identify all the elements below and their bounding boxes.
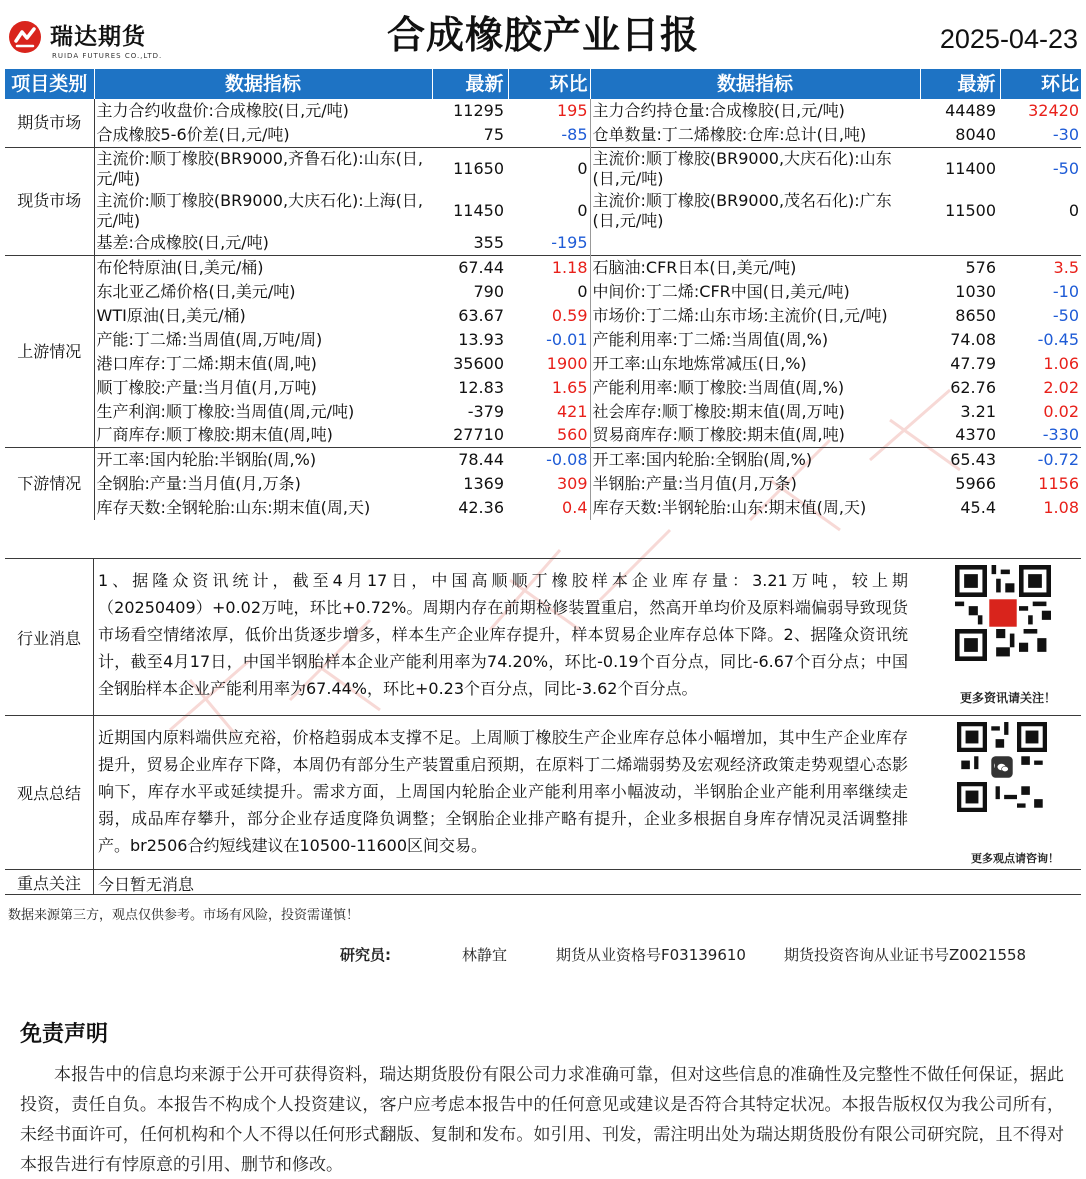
change-right: 2.02 [1043, 377, 1079, 397]
latest-right: 65.43 [920, 448, 1000, 472]
indicator-left: 生产利润:顺丁橡胶:当周值(周,元/吨) [96, 401, 355, 421]
table-body [5, 99, 1081, 520]
latest-left: 78.44 [432, 448, 508, 472]
latest-left: -379 [467, 401, 504, 421]
indicator-left: 东北亚乙烯价格(日,美元/吨) [96, 281, 296, 301]
indicator-right: 主力合约持仓量:合成橡胶(日,元/吨) [592, 101, 845, 120]
researcher-cert-qualification: 期货从业资格号F03139610 [556, 946, 746, 964]
indicator-right: 仓单数量:丁二烯橡胶:仓库:总计(日,吨) [592, 124, 867, 144]
indicator-left: 全钢胎:产量:当月值(月,万条) [96, 473, 301, 493]
indicator-left: 产能:丁二烯:当周值(周,万吨/周) [96, 329, 323, 349]
indicator-right: 开工率:国内轮胎:全钢胎(周,%) [590, 448, 920, 472]
change-left: -0.01 [508, 328, 590, 352]
change-right: 0 [1068, 200, 1079, 220]
latest-right: 47.79 [950, 353, 996, 373]
change-left: 0.59 [508, 304, 590, 328]
latest-right: 11400 [920, 147, 1000, 190]
researcher-name: 林静宜 [462, 946, 508, 964]
qr-code-icon [955, 565, 1051, 661]
change-right: 1.08 [1043, 497, 1079, 517]
summary-text: 近期国内原料端供应充裕，价格趋弱成本支撑不足。上周顺丁橡胶生产企业库存总体小幅增加，其中生产企业库存提升，贸易企业库存下降，本周仍有部分生产装置重启预期，在原料丁二烯端弱势及宏观经济政策走势观望心态影响下，库存水平或延续提升。需求方面，上周国内轮胎企业产能利用率小幅波动，半钢胎企业产能利用率继续走弱，成品库存攀升，部分企业存适度降负调整；全钢胎企业排产略有提升，企业多根据自身库存情况灵活调整排产。br2506合约短线建议在10500-11600区间交易。 [98, 728, 908, 855]
news-section [5, 558, 1081, 715]
latest-left: 355 [473, 233, 504, 253]
table-row [5, 328, 1081, 352]
indicator-left: 主力合约收盘价:合成橡胶(日,元/吨) [96, 101, 349, 120]
indicator-left: 厂商库存:顺丁橡胶:期末值(周,吨) [96, 425, 333, 445]
change-left: 1900 [508, 352, 590, 376]
latest-right: 3.21 [960, 401, 996, 421]
table-row [5, 400, 1081, 424]
latest-right: 576 [920, 256, 1000, 280]
indicator-right: 市场价:丁二烯:山东市场:主流价(日,元/吨) [592, 305, 888, 325]
header-indicator-left: 数据指标 [94, 69, 432, 99]
latest-right: 74.08 [950, 329, 996, 349]
header-category: 项目类别 [5, 69, 94, 99]
change-left: 421 [508, 400, 590, 424]
latest-right: 5966 [955, 473, 996, 493]
news-text: 1、据隆众资讯统计，截至4月17日，中国高顺顺丁橡胶样本企业库存量：3.21万吨，较上期（20250409）+0.02万吨，环比+0.72%。周期内存在前期检修装置重启，然高开单均价及原料端偏弱导致现货市场看空情绪浓厚，低价出货逐步增多，样本生产企业库存提升，样本贸易企业库存总体下降。2、据隆众资讯统计，截至4月17日，中国半钢胎样本企业产能利用率为74.20%，环比-0.19个百分点，同比-6.67个百分点；中国全钢胎样本企业产能利用率为67.44%，环比+0.23个百分点，同比-3.62个百分点。 [98, 571, 908, 698]
report-title: 合成橡胶产业日报 [386, 13, 699, 57]
change-left: 309 [508, 472, 590, 496]
data-source-note: 数据来源第三方，观点仅供参考。市场有风险，投资需谨慎！ [8, 908, 360, 923]
change-right: -10 [1052, 281, 1079, 301]
indicator-left: 顺丁橡胶:产量:当月值(月,万吨) [96, 377, 317, 397]
change-right: -50 [1052, 305, 1079, 325]
indicator-right: 半钢胎:产量:当月值(月,万条) [592, 473, 797, 493]
latest-left: 11650 [432, 147, 508, 190]
header-indicator-right: 数据指标 [590, 69, 920, 99]
category-cell: 上游情况 [5, 256, 94, 448]
change-left: 0 [508, 147, 590, 190]
indicator-left: 开工率:国内轮胎:半钢胎(周,%) [94, 448, 432, 472]
table-row [5, 99, 1081, 123]
indicator-left: WTI原油(日,美元/桶) [96, 305, 246, 325]
indicator-right: 产能利用率:丁二烯:当周值(周,%) [592, 329, 829, 349]
change-right: 32420 [1028, 101, 1079, 120]
report-header [0, 0, 1086, 68]
table-row [5, 256, 1081, 280]
indicator-left: 基差:合成橡胶(日,元/吨) [96, 233, 269, 253]
change-left: 1.65 [508, 376, 590, 400]
table-row [5, 190, 1081, 232]
table-row [5, 496, 1081, 520]
latest-left: 12.83 [458, 377, 504, 397]
indicator-right: 贸易商库存:顺丁橡胶:期末值(周,吨) [592, 425, 845, 445]
table-row [5, 424, 1081, 448]
indicator-right: 产能利用率:顺丁橡胶:当周值(周,%) [592, 377, 845, 397]
indicator-right: 库存天数:半钢轮胎:山东:期末值(周,天) [592, 497, 867, 517]
table-header-row [5, 69, 1081, 99]
indicator-left: 港口库存:丁二烯:期末值(周,吨) [96, 353, 317, 373]
table-row [5, 232, 1081, 256]
change-right: 1.06 [1043, 353, 1079, 373]
disclaimer-text: 本报告中的信息均来源于公开可获得资料，瑞达期货股份有限公司力求准确可靠，但对这些信息的准确性及完整性不做任何保证，据此投资，责任自负。本报告不构成个人投资建议，客户应考虑本报告中的任何意见或建议是否符合其特定状况。本报告版权仅为我公司所有，未经书面许可，任何机构和个人不得以任何形式翻版、复制和发布。如引用、刊发，需注明出处为瑞达期货股份有限公司研究院，且不得对本报告进行有悖原意的引用、删节和修改。 [20, 1065, 1064, 1175]
latest-right: 44489 [945, 101, 996, 120]
focus-category: 重点关注 [5, 870, 94, 894]
news-category: 行业消息 [5, 559, 94, 715]
indicator-table [5, 69, 1081, 520]
latest-right: 11500 [945, 200, 996, 220]
change-left: 560 [508, 424, 590, 448]
latest-left: 11450 [453, 200, 504, 220]
latest-right: 8650 [955, 305, 996, 325]
indicator-left: 布伦特原油(日,美元/桶) [94, 256, 432, 280]
logo-text-en: RUIDA FUTURES CO.,LTD. [52, 52, 163, 60]
indicator-right: 开工率:山东地炼常减压(日,%) [592, 353, 807, 373]
indicator-right: 主流价:顺丁橡胶(BR9000,大庆石化):山东(日,元/吨) [590, 147, 920, 190]
latest-left: 63.67 [458, 305, 504, 325]
latest-left: 75 [483, 124, 504, 144]
focus-text: 今日暂无消息 [98, 875, 195, 894]
change-right: 3.5 [1000, 256, 1081, 280]
indicator-right: 石脑油:CFR日本(日,美元/吨) [590, 256, 920, 280]
category-cell: 下游情况 [5, 448, 94, 520]
latest-right: 8040 [955, 124, 996, 144]
table-row [5, 147, 1081, 190]
change-left: 0.4 [508, 496, 590, 520]
header-latest-right: 最新 [920, 69, 1000, 99]
disclaimer-title: 免责声明 [20, 1022, 109, 1047]
latest-left: 1369 [463, 473, 504, 493]
change-right: -30 [1052, 124, 1079, 144]
focus-section [5, 869, 1081, 895]
change-right: -330 [1042, 425, 1079, 445]
latest-left: 27710 [453, 425, 504, 445]
change-left: 0 [508, 280, 590, 304]
change-left: 1.18 [508, 256, 590, 280]
table-row [5, 448, 1081, 472]
table-row [5, 123, 1081, 147]
indicator-right: 主流价:顺丁橡胶(BR9000,茂名石化):广东(日,元/吨) [592, 190, 892, 230]
researcher-label: 研究员: [340, 946, 391, 964]
change-right: -0.45 [1037, 329, 1079, 349]
change-left: -195 [508, 232, 590, 256]
indicator-left: 主流价:顺丁橡胶(BR9000,齐鲁石化):山东(日,元/吨) [94, 147, 432, 190]
latest-left: 11295 [453, 101, 504, 120]
latest-left: 67.44 [432, 256, 508, 280]
change-left: 195 [508, 99, 590, 123]
change-left: -85 [508, 123, 590, 147]
table-row [5, 304, 1081, 328]
logo-text-cn: 瑞达期货 [50, 24, 146, 50]
header-latest-left: 最新 [432, 69, 508, 99]
change-left: -0.08 [508, 448, 590, 472]
header-change-right: 环比 [1000, 69, 1081, 99]
latest-right: 1030 [955, 281, 996, 301]
table-row [5, 376, 1081, 400]
change-right: -0.72 [1000, 448, 1081, 472]
latest-right: 45.4 [960, 497, 996, 517]
latest-left: 790 [473, 281, 504, 301]
table-row [5, 472, 1081, 496]
table-row [5, 352, 1081, 376]
latest-left: 13.93 [458, 329, 504, 349]
change-left: 0 [508, 190, 590, 232]
latest-right [920, 232, 1000, 256]
category-cell: 期货市场 [5, 99, 94, 147]
news-qr-caption: 更多资讯请关注！ [960, 691, 1057, 705]
indicator-right: 社会库存:顺丁橡胶:期末值(周,万吨) [592, 401, 845, 421]
indicator-right: 中间价:丁二烯:CFR中国(日,美元/吨) [592, 281, 850, 301]
latest-right: 62.76 [950, 377, 996, 397]
change-right: 1156 [1038, 473, 1079, 493]
indicator-left: 主流价:顺丁橡胶(BR9000,大庆石化):上海(日,元/吨) [96, 190, 423, 230]
latest-left: 42.36 [458, 497, 504, 517]
category-cell: 现货市场 [5, 147, 94, 256]
report-date: 2025-04-23 [939, 24, 1078, 54]
summary-qr-caption: 更多观点请咨询！ [971, 852, 1059, 865]
indicator-left: 合成橡胶5-6价差(日,元/吨) [96, 124, 290, 144]
table-row [5, 280, 1081, 304]
header-change-left: 环比 [508, 69, 590, 99]
indicator-right [590, 232, 920, 256]
latest-right: 4370 [955, 425, 996, 445]
change-right [1000, 232, 1081, 256]
change-right: -50 [1000, 147, 1081, 190]
indicator-left: 库存天数:全钢轮胎:山东:期末值(周,天) [96, 497, 371, 517]
summary-category: 观点总结 [5, 716, 94, 869]
change-right: 0.02 [1043, 401, 1079, 421]
wechat-icon [995, 760, 1011, 776]
researcher-cert-consulting: 期货投资咨询从业证书号Z0021558 [784, 946, 1027, 964]
summary-section [5, 715, 1081, 869]
latest-left: 35600 [453, 353, 504, 373]
